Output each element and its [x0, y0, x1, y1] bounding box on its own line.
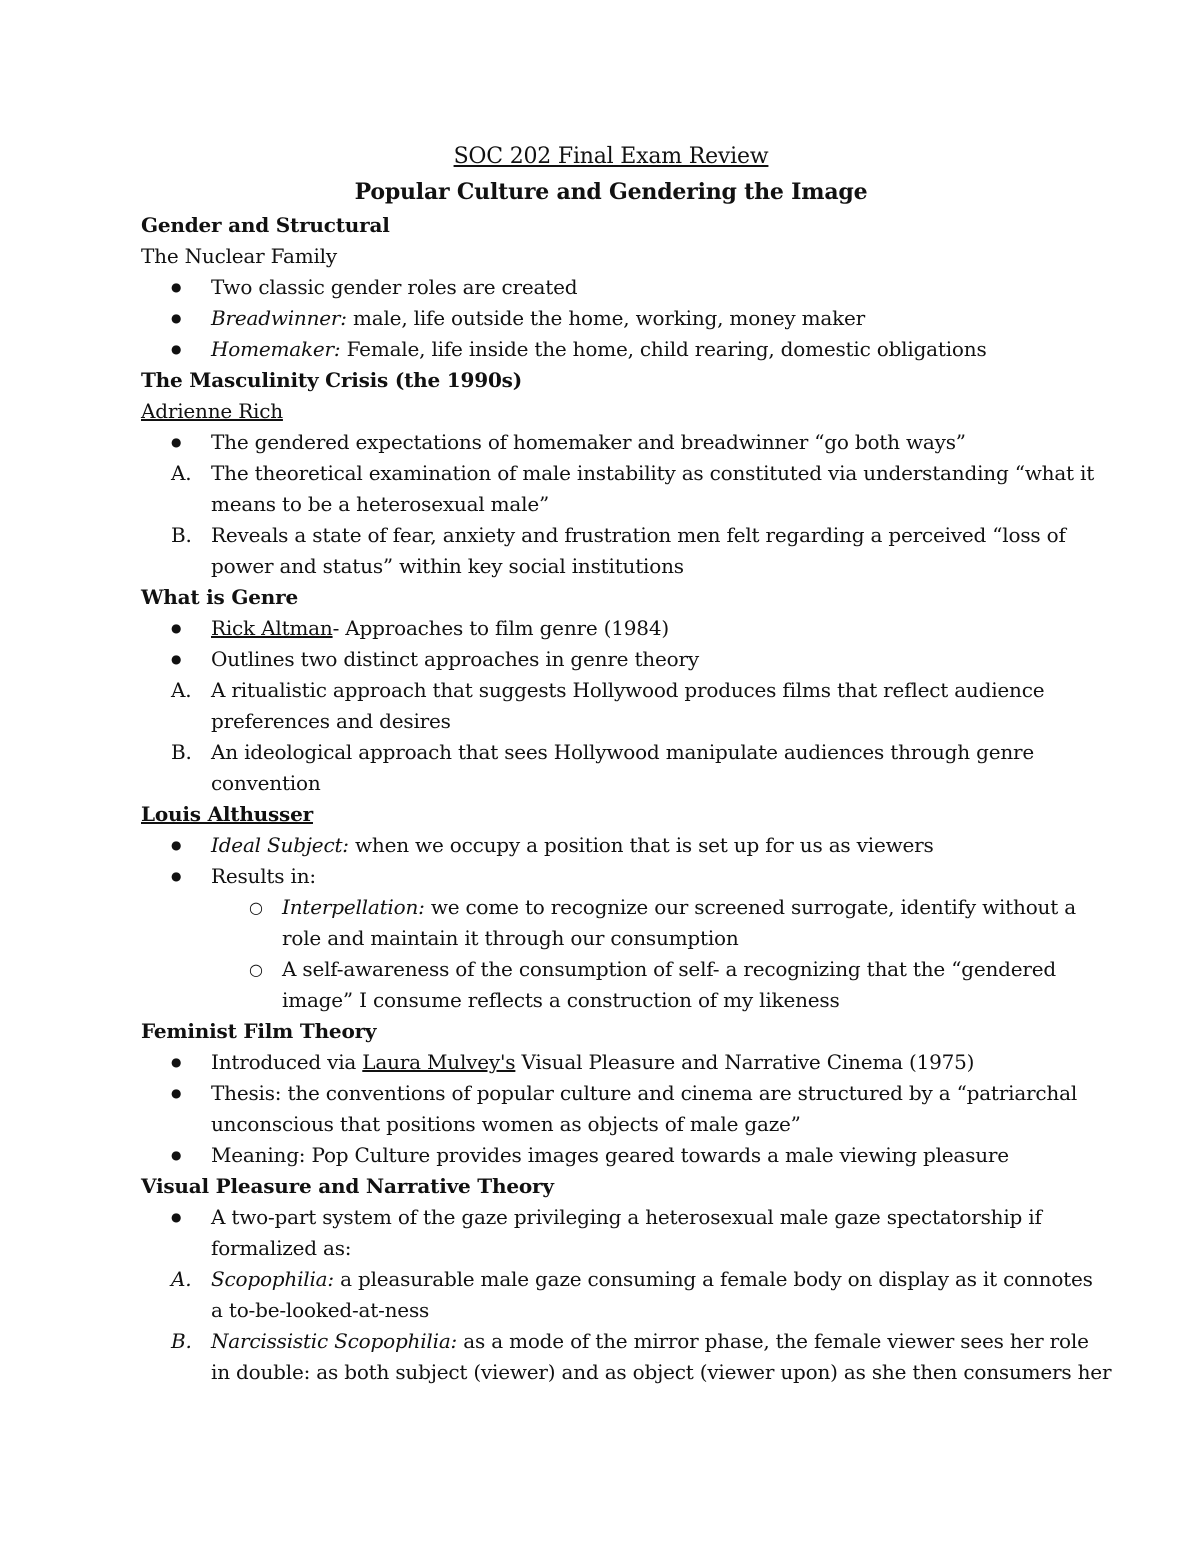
list-item	[141, 644, 1081, 675]
list-item-continuation: role and maintain it through our consumption	[282, 926, 739, 950]
list-item	[141, 830, 1081, 861]
list-item-continuation: a to-be-looked-at-ness	[211, 1298, 430, 1322]
section-heading-feminist-film-theory: Feminist Film Theory	[141, 1019, 377, 1043]
bullet-icon: ●	[171, 1055, 182, 1069]
list-item-text: Visual Pleasure and Narrative Cinema (1975)	[515, 1050, 975, 1074]
list-marker-b: B.	[171, 740, 192, 764]
list-item	[141, 737, 1081, 768]
bullet-icon: ●	[171, 838, 182, 852]
list-item-text: Thesis: the conventions of popular culture and cinema are structured by a “patriarchal	[211, 1081, 1078, 1105]
list-item-text: - Approaches to film genre (1984)	[332, 616, 669, 640]
list-marker-a: A.	[171, 678, 192, 702]
list-item	[141, 1078, 1081, 1109]
name-laura-mulvey: Laura Mulvey's	[362, 1050, 516, 1074]
list-item-text: Two classic gender roles are created	[211, 275, 578, 299]
list-item-text: Reveals a state of fear, anxiety and frustration men felt regarding a perceived “loss of	[211, 523, 1066, 547]
list-item-text: A two-part system of the gaze privileging a heterosexual male gaze spectatorship if	[211, 1205, 1042, 1229]
list-marker-b: B.	[171, 523, 192, 547]
list-item-text: A self-awareness of the consumption of self- a recognizing that the “gendered	[282, 957, 1056, 981]
bullet-icon: ●	[171, 1086, 182, 1100]
term-narcissistic-scopophilia: Narcissistic Scopophilia:	[211, 1329, 458, 1353]
bullet-icon: ●	[171, 311, 182, 325]
list-item	[141, 272, 1081, 303]
list-item-continuation: unconscious that positions women as objects of male gaze”	[211, 1112, 801, 1136]
list-marker-a: A.	[171, 461, 192, 485]
bullet-icon: ●	[171, 280, 182, 294]
section-heading-masculinity-crisis: The Masculinity Crisis (the 1990s)	[141, 368, 522, 392]
bullet-icon: ●	[171, 652, 182, 666]
list-item-text: Outlines two distinct approaches in genre theory	[211, 647, 699, 671]
list-item	[141, 861, 1081, 892]
list-item-continuation: formalized as:	[211, 1236, 352, 1260]
bullet-icon: ●	[171, 621, 182, 635]
list-item	[141, 427, 1081, 458]
list-marker-b: B.	[171, 1329, 192, 1353]
bullet-icon: ●	[171, 435, 182, 449]
document-title: SOC 202 Final Exam Review	[453, 144, 769, 169]
list-item	[141, 1202, 1081, 1233]
list-item	[141, 458, 1095, 489]
list-item	[141, 1047, 1081, 1078]
list-item	[141, 613, 1081, 644]
list-item	[141, 303, 1081, 334]
list-item	[141, 520, 1081, 551]
document-body	[141, 140, 1112, 1388]
list-item-text: The theoretical examination of male instability as constituted via understanding “what it	[211, 461, 1095, 485]
term-ideal-subject: Ideal Subject:	[211, 833, 349, 857]
subheading-nuclear-family: The Nuclear Family	[141, 244, 337, 268]
list-item-continuation: convention	[211, 771, 321, 795]
bullet-icon: ●	[171, 342, 182, 356]
list-item-text: A ritualistic approach that suggests Hollywood produces films that reflect audience	[211, 678, 1045, 702]
section-heading-gender-structural: Gender and Structural	[141, 213, 390, 237]
list-item-text: when we occupy a position that is set up for us as viewers	[348, 833, 934, 857]
term-scopophilia: Scopophilia:	[211, 1267, 334, 1291]
list-item-text: The gendered expectations of homemaker and breadwinner “go both ways”	[211, 430, 966, 454]
document-subtitle: Popular Culture and Gendering the Image	[354, 179, 868, 205]
name-rick-altman: Rick Altman	[211, 616, 333, 640]
list-item-text: male, life outside the home, working, money maker	[346, 306, 866, 330]
list-item-text: Results in:	[211, 864, 316, 888]
circle-bullet-icon: ○	[249, 898, 263, 917]
bullet-icon: ●	[171, 869, 182, 883]
list-marker-a: A.	[171, 1267, 192, 1291]
term-homemaker: Homemaker:	[211, 337, 341, 361]
list-item	[141, 1326, 1089, 1357]
list-item-continuation: power and status” within key social institutions	[211, 554, 684, 578]
list-item-text: a pleasurable male gaze consuming a female body on display as it connotes	[333, 1267, 1093, 1291]
list-item-text: Female, life inside the home, child rearing, domestic obligations	[340, 337, 987, 361]
list-item-text: as a mode of the mirror phase, the female viewer sees her role	[457, 1329, 1089, 1353]
term-breadwinner: Breadwinner:	[211, 306, 347, 330]
section-heading-visual-pleasure: Visual Pleasure and Narrative Theory	[141, 1174, 554, 1198]
list-item-text: An ideological approach that sees Hollywood manipulate audiences through genre	[211, 740, 1035, 764]
circle-bullet-icon: ○	[249, 960, 263, 979]
list-item-continuation: preferences and desires	[211, 709, 451, 733]
author-adrienne-rich: Adrienne Rich	[141, 399, 283, 423]
term-interpellation: Interpellation:	[282, 895, 425, 919]
sub-list-item	[141, 892, 1081, 923]
list-item-text: we come to recognize our screened surrogate, identify without a	[424, 895, 1076, 919]
list-item-text: Introduced via	[211, 1050, 363, 1074]
list-item-text: Meaning: Pop Culture provides images geared towards a male viewing pleasure	[211, 1143, 1009, 1167]
list-item	[141, 675, 1081, 706]
list-item	[141, 1140, 1081, 1171]
list-item-continuation: image” I consume reflects a construction of my likeness	[282, 988, 840, 1012]
section-heading-what-is-genre: What is Genre	[141, 585, 298, 609]
list-item-continuation: in double: as both subject (viewer) and as object (viewer upon) as she then consumers her	[211, 1360, 1112, 1384]
list-item-continuation: means to be a heterosexual male”	[211, 492, 550, 516]
sub-list-item	[141, 954, 1081, 985]
section-heading-louis-althusser: Louis Althusser	[141, 802, 313, 826]
list-item	[141, 334, 1081, 365]
bullet-icon: ●	[171, 1148, 182, 1162]
list-item	[141, 1264, 1093, 1295]
bullet-icon: ●	[171, 1210, 182, 1224]
